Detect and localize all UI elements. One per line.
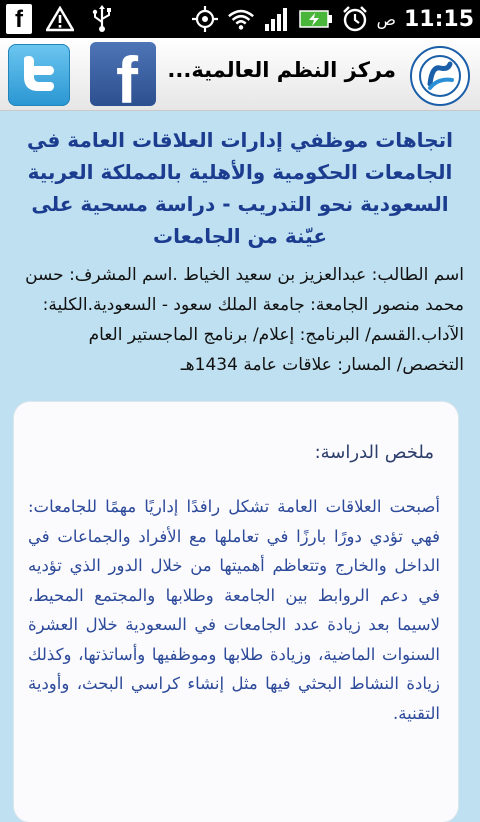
status-bar-left (6, 2, 116, 36)
status-bar (0, 0, 480, 38)
article-title: اتجاهات موظفي إدارات العلاقات العامة في الجامعات الحكومية والأهلية بالمملكة العربية السعودية نحو التدريب - دراسة مسحية على عيّنة من الجامعات (27, 128, 453, 248)
app-title: مركز النظم العالمية... (167, 58, 396, 82)
signal-icon (263, 5, 291, 33)
twitter-icon (16, 55, 62, 95)
status-ampm: ص (376, 9, 396, 29)
status-bar-right (191, 2, 474, 36)
status-time: 11:15 (403, 6, 474, 32)
facebook-icon: f (116, 43, 138, 106)
summary-heading: ملخص الدراسة: (314, 442, 434, 463)
usb-icon (88, 5, 116, 33)
twitter-share-button[interactable] (8, 44, 70, 106)
app-logo-icon (410, 46, 470, 106)
facebook-share-button[interactable] (90, 42, 156, 106)
gps-icon (191, 5, 219, 33)
battery-charging-icon (299, 5, 333, 33)
warning-icon (46, 5, 74, 33)
wifi-icon (227, 5, 255, 33)
facebook-notification-icon: f (6, 4, 32, 34)
alarm-icon (341, 5, 369, 33)
app-title-bar (0, 38, 480, 111)
article-content[interactable] (0, 110, 480, 800)
summary-body: أصبحت العلاقات العامة تشكل رافدًا إداريًا مهمًا للجامعات: فهي تؤدي دورًا بارزًا في تعاملها مع الأفراد والجماعات في الداخل والخارج وتتعاظم أهميتها من خلال الدور الذي تؤديه في دعم الروابط بين الجامعة وطلابها والمجتمع المحيط، لاسيما بعد زيادة عدد الجامعات في السعودية خلال العشرة السنوات الماضية، وزيادة طلابها وموظفيها وأساتذتها، وكذلك زيادة النشاط البحثي فيها مثل إنشاء كراسي البحث، وأودية التقنية. (28, 497, 440, 723)
summary-card (14, 402, 458, 822)
article-info-text: اسم الطالب: عبدالعزيز بن سعيد الخياط .اسم المشرف: حسن محمد منصور الجامعة: جامعة الملك سعود - السعودية.الكلية: الآداب.القسم/ البرنامج: إعلام/ برنامج الماجستير العام التخصص/ المسار: علاقات عامة 1434هـ (25, 265, 464, 375)
article-info (16, 260, 464, 380)
